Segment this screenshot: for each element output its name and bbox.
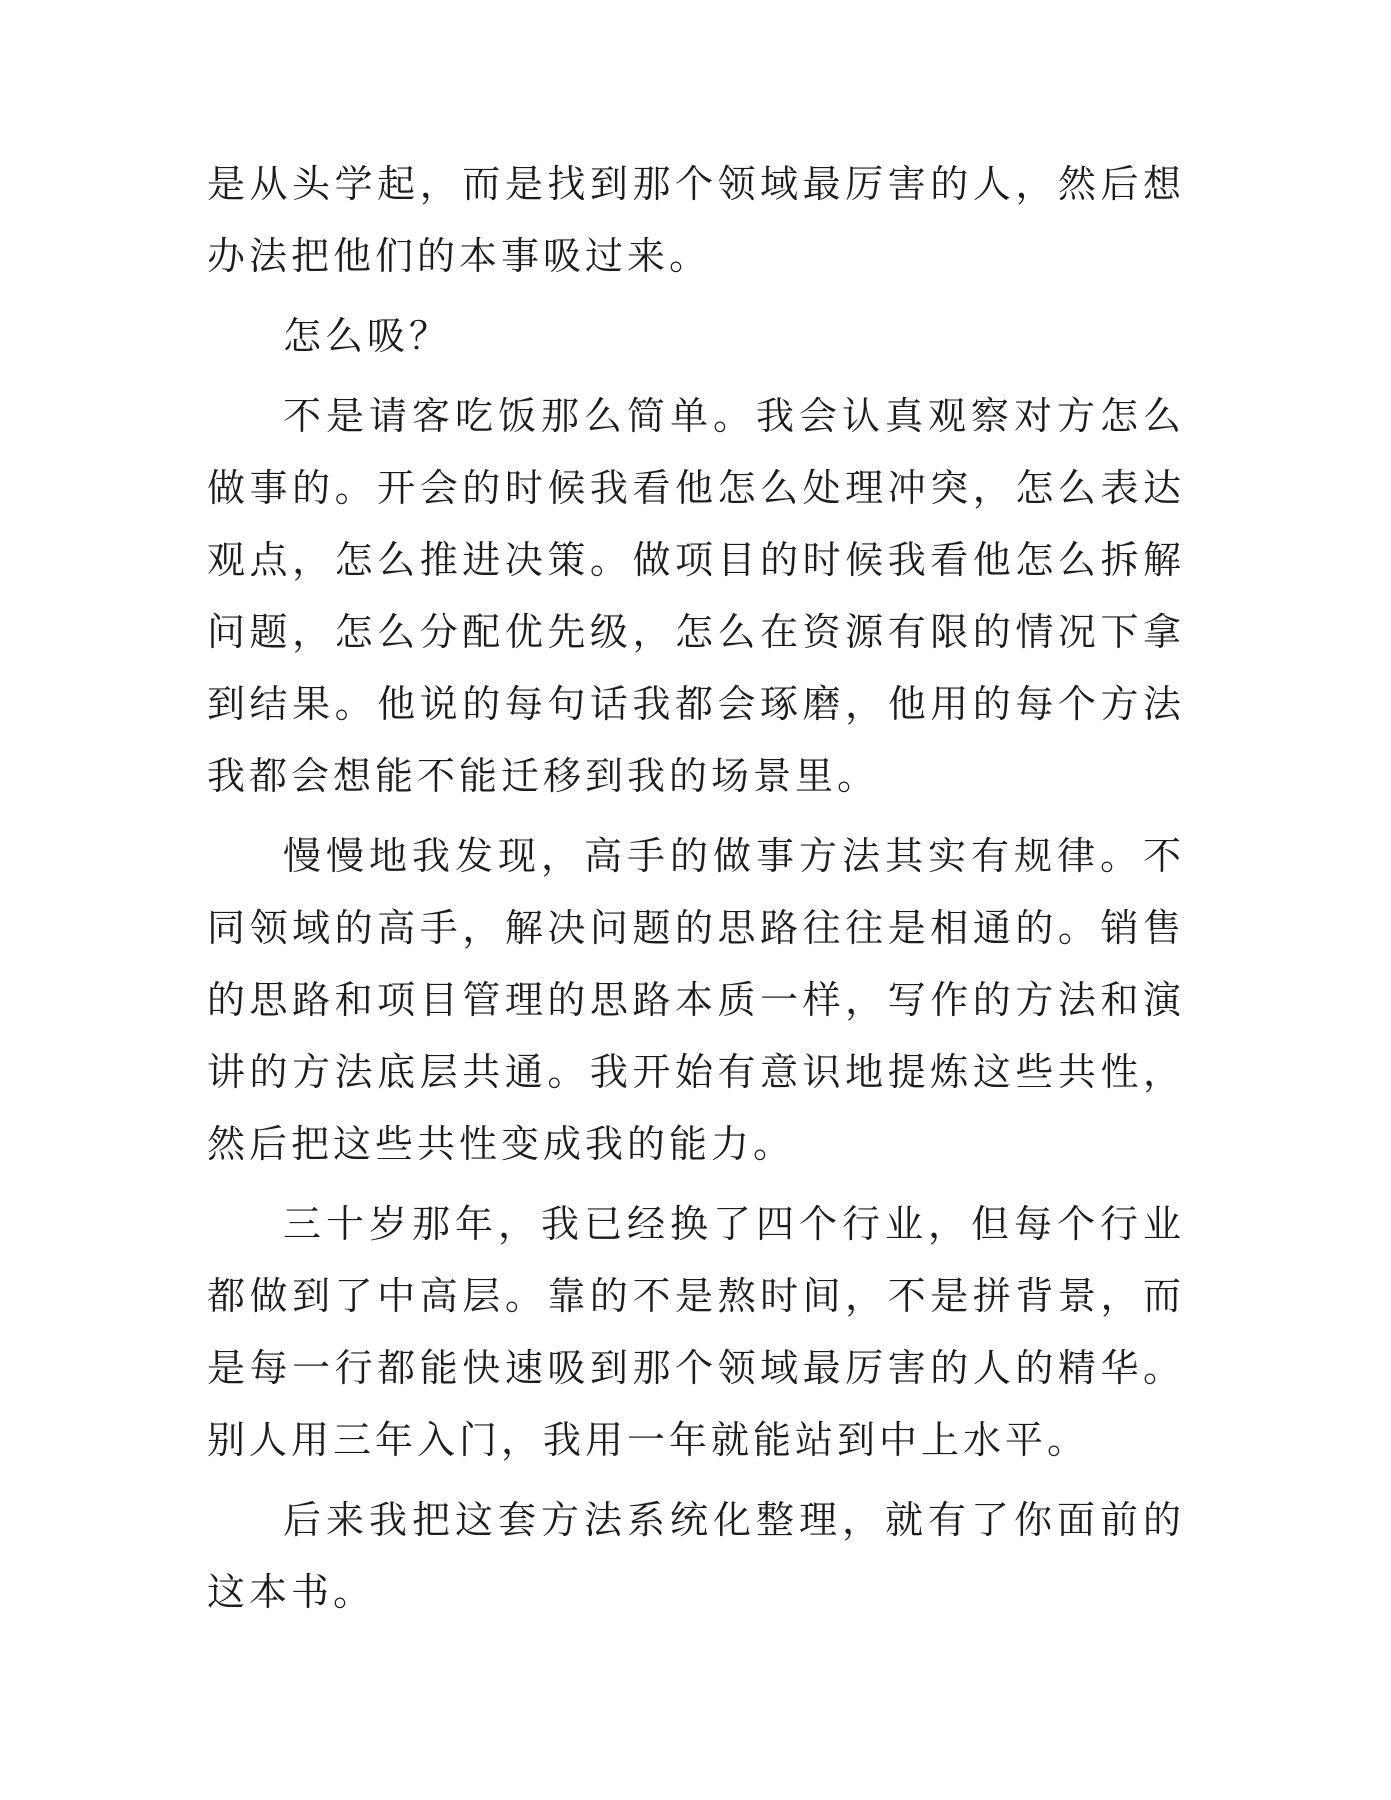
paragraph-2: 怎么吸？ xyxy=(283,314,452,358)
paragraph-1: 是从头学起，而是找到那个领域最厉害的人，然后想办法把他们的本事吸过来。 xyxy=(207,162,1185,278)
document-body xyxy=(207,148,1185,1636)
paragraph-5: 三十岁那年，我已经换了四个行业，但每个行业都做到了中高层。靠的不是熬时间，不是拼背景，而是每一行都能快速吸到那个领域最厉害的人的精华。别人用三年入门，我用一年就能站到中上水平。 xyxy=(207,1202,1185,1462)
paragraph-4: 慢慢地我发现，高手的做事方法其实有规律。不同领域的高手，解决问题的思路往往是相通的。销售的思路和项目管理的思路本质一样，写作的方法和演讲的方法底层共通。我开始有意识地提炼这些共性，然后把这些共性变成我的能力。 xyxy=(207,834,1185,1166)
paragraph-6: 后来我把这套方法系统化整理，就有了你面前的这本书。 xyxy=(207,1498,1185,1614)
paragraph-3: 不是请客吃饭那么简单。我会认真观察对方怎么做事的。开会的时候我看他怎么处理冲突，怎么表达观点，怎么推进决策。做项目的时候我看他怎么拆解问题，怎么分配优先级，怎么在资源有限的情况下拿到结果。他说的每句话我都会琢磨，他用的每个方法我都会想能不能迁移到我的场景里。 xyxy=(207,394,1185,798)
